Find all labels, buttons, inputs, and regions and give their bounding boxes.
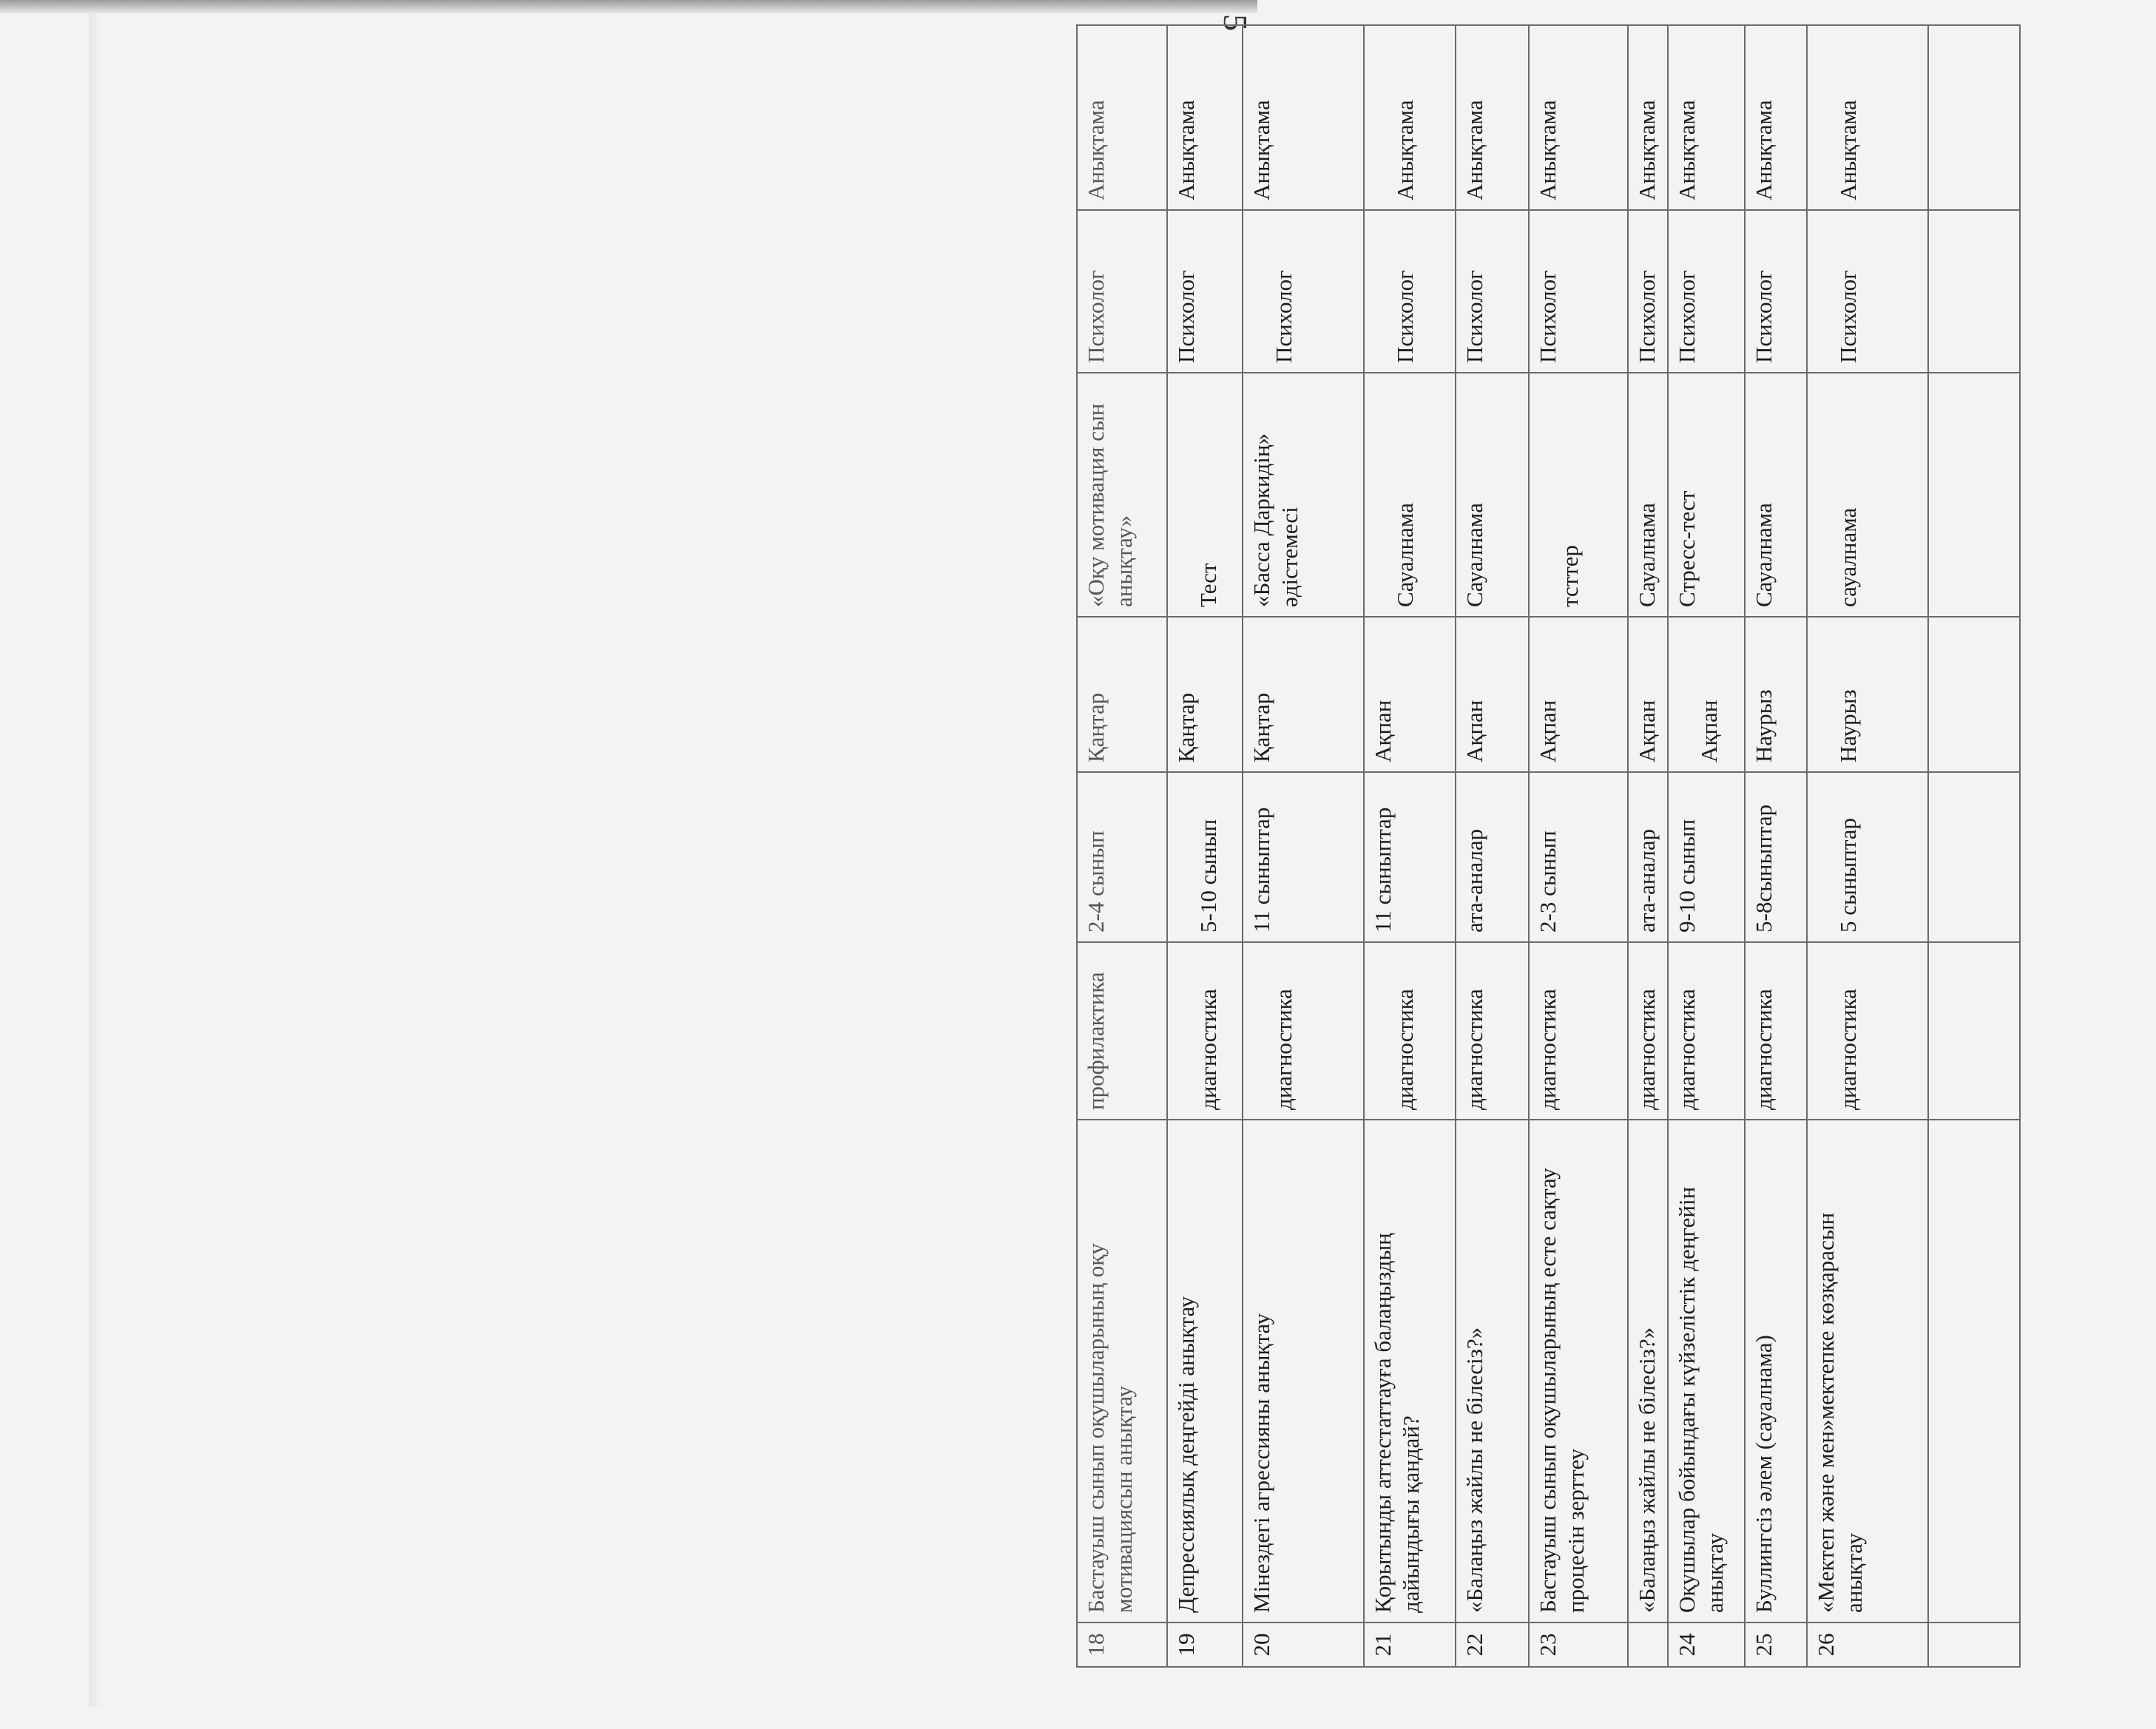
time-period: Ақпан bbox=[1668, 617, 1745, 772]
result-form: Анықтама bbox=[1529, 25, 1628, 210]
activity-name: Оқушылар бойындағы күйзелістік деңгейін анықтау bbox=[1668, 1120, 1745, 1623]
result-form: Анықтама bbox=[1668, 25, 1745, 210]
row-number: 22 bbox=[1456, 1623, 1529, 1667]
result-form: Анықтама bbox=[1807, 25, 1928, 210]
target-classes: ата-аналар bbox=[1628, 772, 1668, 942]
table-row bbox=[1077, 25, 1167, 1667]
activity-type: диагностика bbox=[1529, 942, 1628, 1120]
method-form: Тест bbox=[1167, 373, 1243, 617]
target-classes: 11 сыныптар bbox=[1364, 772, 1456, 942]
activity-name: Бастауыш сынып оқушыларының оқу мотивациясын анықтау bbox=[1077, 1120, 1167, 1623]
activity-name: Бастауыш сынып оқушыларының есте сақтау процесін зерттеу bbox=[1529, 1120, 1628, 1623]
table-row bbox=[1807, 25, 1928, 1667]
responsible: Психолог bbox=[1529, 210, 1628, 373]
time-period: Қаңтар bbox=[1243, 617, 1364, 772]
empty-cell bbox=[1928, 1120, 2020, 1623]
method-form: «Оқу мотивация сын анықтау» bbox=[1077, 373, 1167, 617]
row-number: 18 bbox=[1077, 1623, 1167, 1667]
table-row bbox=[1529, 25, 1628, 1667]
time-period: Наурыз bbox=[1807, 617, 1928, 772]
table-row bbox=[1745, 25, 1807, 1667]
table-row bbox=[1456, 25, 1529, 1667]
activity-type: диагностика bbox=[1167, 942, 1243, 1120]
table-row bbox=[1167, 25, 1243, 1667]
time-period: Қаңтар bbox=[1167, 617, 1243, 772]
target-classes: 5-10 сынып bbox=[1167, 772, 1243, 942]
result-form: Анықтама bbox=[1745, 25, 1807, 210]
result-form: Анықтама bbox=[1628, 25, 1668, 210]
row-number: 21 bbox=[1364, 1623, 1456, 1667]
activity-type: диагностика bbox=[1456, 942, 1529, 1120]
target-classes: 2-4 сынып bbox=[1077, 772, 1167, 942]
responsible: Психолог bbox=[1243, 210, 1364, 373]
row-number: 20 bbox=[1243, 1623, 1364, 1667]
responsible: Психолог bbox=[1456, 210, 1529, 373]
responsible: Психолог bbox=[1077, 210, 1167, 373]
method-form: Сауалнама bbox=[1628, 373, 1668, 617]
result-form: Анықтама bbox=[1077, 25, 1167, 210]
empty-cell bbox=[1928, 25, 2020, 210]
activity-name: «Балаңыз жайлы не білесіз?» bbox=[1628, 1120, 1668, 1623]
table-row bbox=[1668, 25, 1745, 1667]
activity-type: диагностика bbox=[1628, 942, 1668, 1120]
row-number: 25 bbox=[1745, 1623, 1807, 1667]
time-period: Қаңтар bbox=[1077, 617, 1167, 772]
activity-type: диагностика bbox=[1745, 942, 1807, 1120]
responsible: Психолог bbox=[1807, 210, 1928, 373]
time-period: Наурыз bbox=[1745, 617, 1807, 772]
activity-type: диагностика bbox=[1364, 942, 1456, 1120]
responsible: Психолог bbox=[1167, 210, 1243, 373]
scan-fold-shadow bbox=[89, 13, 102, 1707]
responsible: Психолог bbox=[1364, 210, 1456, 373]
target-classes: 9-10 сынып bbox=[1668, 772, 1745, 942]
work-plan-table bbox=[1076, 24, 2021, 1668]
row-number bbox=[1628, 1623, 1668, 1667]
row-number: 23 bbox=[1529, 1623, 1628, 1667]
table-row bbox=[1243, 25, 1364, 1667]
empty-cell bbox=[1928, 617, 2020, 772]
responsible: Психолог bbox=[1668, 210, 1745, 373]
method-form: Сауалнама bbox=[1364, 373, 1456, 617]
empty-cell bbox=[1928, 942, 2020, 1120]
row-number: 24 bbox=[1668, 1623, 1745, 1667]
row-number: 19 bbox=[1167, 1623, 1243, 1667]
activity-name: «Мектеп және мен»мектепке көзқарасын анықтау bbox=[1807, 1120, 1928, 1623]
empty-cell bbox=[1928, 772, 2020, 942]
time-period: Ақпан bbox=[1529, 617, 1628, 772]
activity-type: диагностика bbox=[1243, 942, 1364, 1120]
table-row-empty bbox=[1928, 25, 2020, 1667]
activity-name: Қорытынды аттестаттауға балаңыздың дайындығы қандай? bbox=[1364, 1120, 1456, 1623]
rotated-page-content bbox=[1076, 26, 2156, 1668]
table-row bbox=[1628, 25, 1668, 1667]
target-classes: ата-аналар bbox=[1456, 772, 1529, 942]
result-form: Анықтама bbox=[1243, 25, 1364, 210]
empty-cell bbox=[1928, 210, 2020, 373]
method-form: сауалнама bbox=[1807, 373, 1928, 617]
activity-name: Депрессиялық деңгейді анықтау bbox=[1167, 1120, 1243, 1623]
activity-type: диагностика bbox=[1668, 942, 1745, 1120]
target-classes: 5 сыныптар bbox=[1807, 772, 1928, 942]
target-classes: 5-8сыныптар bbox=[1745, 772, 1807, 942]
method-form: Сауалнама bbox=[1456, 373, 1529, 617]
row-number: 26 bbox=[1807, 1623, 1928, 1667]
result-form: Анықтама bbox=[1167, 25, 1243, 210]
method-form: Стресс-тест bbox=[1668, 373, 1745, 617]
activity-type: диагностика bbox=[1807, 942, 1928, 1120]
result-form: Анықтама bbox=[1364, 25, 1456, 210]
time-period: Ақпан bbox=[1364, 617, 1456, 772]
scan-top-edge bbox=[0, 0, 1257, 13]
method-form: Сауалнама bbox=[1745, 373, 1807, 617]
table-row bbox=[1364, 25, 1456, 1667]
time-period: Ақпан bbox=[1628, 617, 1668, 772]
activity-name: Буллингсіз әлем (сауалнама) bbox=[1745, 1120, 1807, 1623]
empty-cell bbox=[1928, 373, 2020, 617]
activity-type: профилактика bbox=[1077, 942, 1167, 1120]
target-classes: 11 сыныптар bbox=[1243, 772, 1364, 942]
activity-name: «Балаңыз жайлы не білесіз?» bbox=[1456, 1120, 1529, 1623]
responsible: Психолог bbox=[1628, 210, 1668, 373]
responsible: Психолог bbox=[1745, 210, 1807, 373]
method-form: тсттер bbox=[1529, 373, 1628, 617]
result-form: Анықтама bbox=[1456, 25, 1529, 210]
method-form: «Басса Даркидің» әдістемесі bbox=[1243, 373, 1364, 617]
target-classes: 2-3 сынып bbox=[1529, 772, 1628, 942]
empty-cell bbox=[1928, 1623, 2020, 1667]
activity-name: Мінездегі агрессияны анықтау bbox=[1243, 1120, 1364, 1623]
time-period: Ақпан bbox=[1456, 617, 1529, 772]
page-number: 5 bbox=[1217, 14, 1254, 31]
